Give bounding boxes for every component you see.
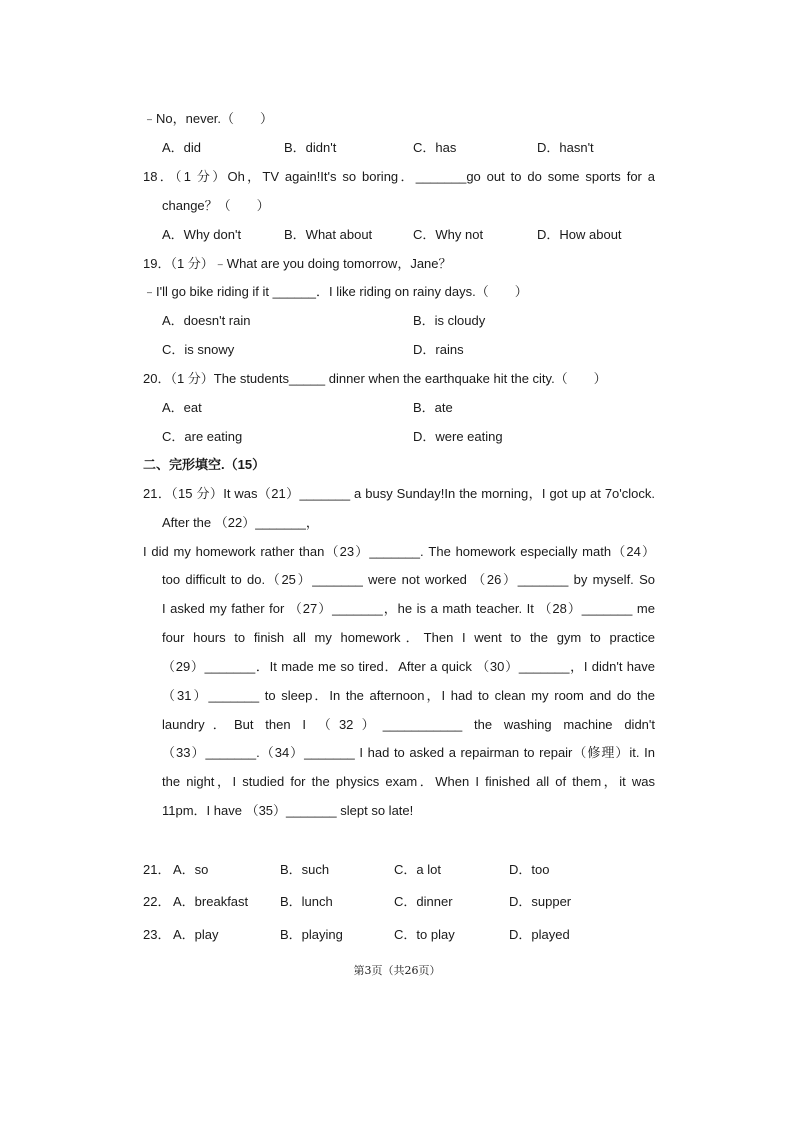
- q18-option-d: D．How about: [537, 227, 622, 242]
- passage-line-4: too difficult to do.（25）_______ were not worked （26）_______ by myself. So: [162, 572, 655, 587]
- q20-stem-line1: 20．（1 分）The students_____ dinner when the earthquake hit the city.（ ）: [143, 371, 607, 386]
- q17-response-line: ﹣No，never.（ ）: [143, 111, 274, 126]
- q18-stem-line1: 18．（1 分）Oh，TV again!It's so boring．_______go out to do some sports for a: [143, 169, 655, 184]
- answer-21-option-a: A．so: [173, 862, 209, 877]
- q19-option-a: A．doesn't rain: [162, 313, 251, 328]
- q18-option-b: B．What about: [284, 227, 373, 242]
- answer-23-number: 23．: [143, 927, 171, 942]
- passage-line-7: （29）_______．It made me so tired．After a quick （30）_______，I didn't have: [162, 659, 655, 674]
- q19-stem-line2: ﹣I'll go bike riding if it ______．I like riding on rainy days.（ ）: [143, 284, 528, 299]
- answer-21-option-c: C．a lot: [394, 862, 441, 877]
- passage-line-9: laundry．But then I （32）___________ the washing machine didn't: [162, 717, 655, 732]
- q20-option-c: C．are eating: [162, 429, 243, 444]
- q17-option-b: B．didn't: [284, 140, 337, 155]
- section-heading: 二、完形填空.（15）: [143, 457, 266, 472]
- q18-option-c: C．Why not: [413, 227, 484, 242]
- answer-21-number: 21．: [143, 862, 171, 877]
- q19-option-d: D．rains: [413, 342, 464, 357]
- answer-23-option-b: B．playing: [280, 927, 343, 942]
- q18-option-a: A．Why don't: [162, 227, 242, 242]
- answer-23-option-d: D．played: [509, 927, 570, 942]
- q20-option-d: D．were eating: [413, 429, 503, 444]
- passage-line-6: four hours to finish all my homework．Then I went to the gym to practice: [162, 630, 655, 645]
- answer-22-option-a: A．breakfast: [173, 894, 249, 909]
- passage-line-11: the night，I studied for the physics exam．When I finished all of them，it was: [162, 774, 655, 789]
- answer-22-option-c: C．dinner: [394, 894, 453, 909]
- q18-stem-line2: change？（ ）: [162, 198, 270, 213]
- answer-22-option-d: D．supper: [509, 894, 572, 909]
- answer-22-option-b: B．lunch: [280, 894, 333, 909]
- passage-line-8: （31）_______ to sleep．In the afternoon，I had to clean my room and do the: [162, 688, 655, 703]
- passage-line-10: （33）_______.（34）_______ I had to asked a repairman to repair（修理）it. In: [162, 745, 655, 760]
- q19-stem-line1: 19．（1 分）﹣What are you doing tomorrow，Jane？: [143, 256, 452, 271]
- passage-line-3: I did my homework rather than（23）_______. The homework especially math（24）: [143, 544, 655, 559]
- q20-option-b: B．ate: [413, 400, 453, 415]
- q17-option-a: A．did: [162, 140, 202, 155]
- answer-23-option-a: A．play: [173, 927, 219, 942]
- answer-21-option-d: D．too: [509, 862, 550, 877]
- passage-line-2: After the （22）_______，: [162, 515, 319, 530]
- passage-line-1: 21．（15 分）It was（21）_______ a busy Sunday!In the morning，I got up at 7o'clock.: [143, 486, 655, 501]
- q19-option-b: B．is cloudy: [413, 313, 486, 328]
- passage-line-5: I asked my father for （27）_______，he is a math teacher. It （28）_______ me: [162, 601, 655, 616]
- q17-option-c: C．has: [413, 140, 457, 155]
- q17-option-d: D．hasn't: [537, 140, 594, 155]
- q19-option-c: C．is snowy: [162, 342, 235, 357]
- answer-21-option-b: B．such: [280, 862, 330, 877]
- page-footer: 第3页（共26页）: [353, 964, 441, 977]
- q20-option-a: A．eat: [162, 400, 202, 415]
- passage-line-12: 11pm．I have （35）_______ slept so late!: [162, 803, 414, 818]
- answer-23-option-c: C．to play: [394, 927, 455, 942]
- answer-22-number: 22．: [143, 894, 171, 909]
